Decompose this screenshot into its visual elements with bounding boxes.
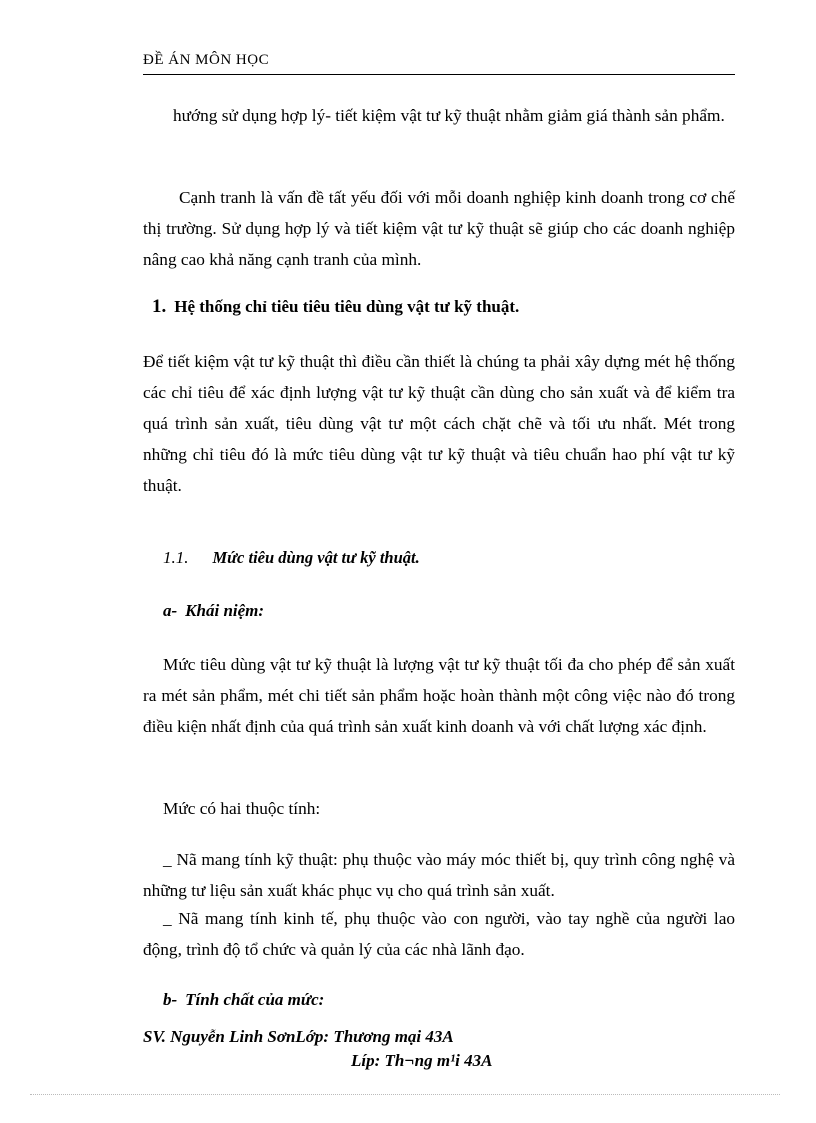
paragraph-3: Để tiết kiệm vật tư kỹ thuật thì điều cần thiết là chúng ta phải xây dựng mét hệ thống các chỉ tiêu để xác định lượng vật tư kỹ thuật cần dùng cho sản xuất và để kiểm tra quá trình sản xuất, tiêu dùng vật tư một cách chặt chẽ và tối ưu nhất. Mét trong những chỉ tiêu đó là mức tiêu dùng vật tư kỹ thuật và tiêu chuẩn hao phí vật tư kỹ thuật. bbox=[143, 352, 735, 495]
paragraph-4: Mức tiêu dùng vật tư kỹ thuật là lượng vật tư kỹ thuật tối đa cho phép để sản xuất ra mét sản phẩm, mét chi tiết sản phẩm hoặc hoàn thành một công việc nào đó trong điều kiện nhất định của quá trình sản xuất kinh doanh và với chất lượng xác định. bbox=[143, 655, 735, 736]
heading-a-title: Khái niệm: bbox=[185, 601, 265, 620]
footer-line-2: Líp: Th¬ng m¹i 43A bbox=[351, 1051, 493, 1070]
section-title: Hệ thống chỉ tiêu tiêu tiêu dùng vật tư kỹ thuật. bbox=[174, 297, 520, 316]
heading-b-title: Tính chất của mức: bbox=[185, 990, 325, 1009]
heading-b-marker: b- bbox=[163, 990, 178, 1009]
page-bottom-divider bbox=[30, 1094, 780, 1095]
heading-b bbox=[163, 990, 324, 1010]
subsection-number: 1.1. bbox=[163, 548, 189, 567]
subsection-heading-1-1 bbox=[163, 548, 420, 568]
paragraph-7: _ Nã mang tính kinh tế, phụ thuộc vào con người, vào tay nghề của người lao động, trình độ tổ chức và quản lý của các nhà lãnh đạo. bbox=[143, 909, 735, 959]
heading-a bbox=[163, 601, 264, 621]
section-heading-1 bbox=[152, 296, 519, 318]
heading-a-marker: a- bbox=[163, 601, 178, 620]
paragraph-1: hướng sử dụng hợp lý- tiết kiệm vật tư kỹ thuật nhằm giảm giá thành sản phẩm. bbox=[173, 106, 725, 125]
paragraph-6: _ Nã mang tính kỹ thuật: phụ thuộc vào máy móc thiết bị, quy trình công nghệ và những tư liệu sản xuất khác phục vụ cho quá trình sản xuất. bbox=[143, 850, 735, 900]
paragraph-2: Cạnh tranh là vấn đề tất yếu đối với mỗi doanh nghiệp kinh doanh trong cơ chế thị trường. Sử dụng hợp lý và tiết kiệm vật tư kỹ thuật sẽ giúp cho các doanh nghiệp nâng cao khả năng cạnh tranh của mình. bbox=[143, 188, 735, 269]
document-header: ĐỀ ÁN MÔN HỌC bbox=[143, 52, 735, 75]
footer-line-1: SV. Nguyễn Linh SơnLớp: Thương mại 43A bbox=[143, 1027, 454, 1046]
paragraph-5: Mức có hai thuộc tính: bbox=[163, 799, 321, 818]
section-number: 1. bbox=[152, 296, 167, 317]
subsection-title: Mức tiêu dùng vật tư kỹ thuật. bbox=[212, 548, 420, 567]
